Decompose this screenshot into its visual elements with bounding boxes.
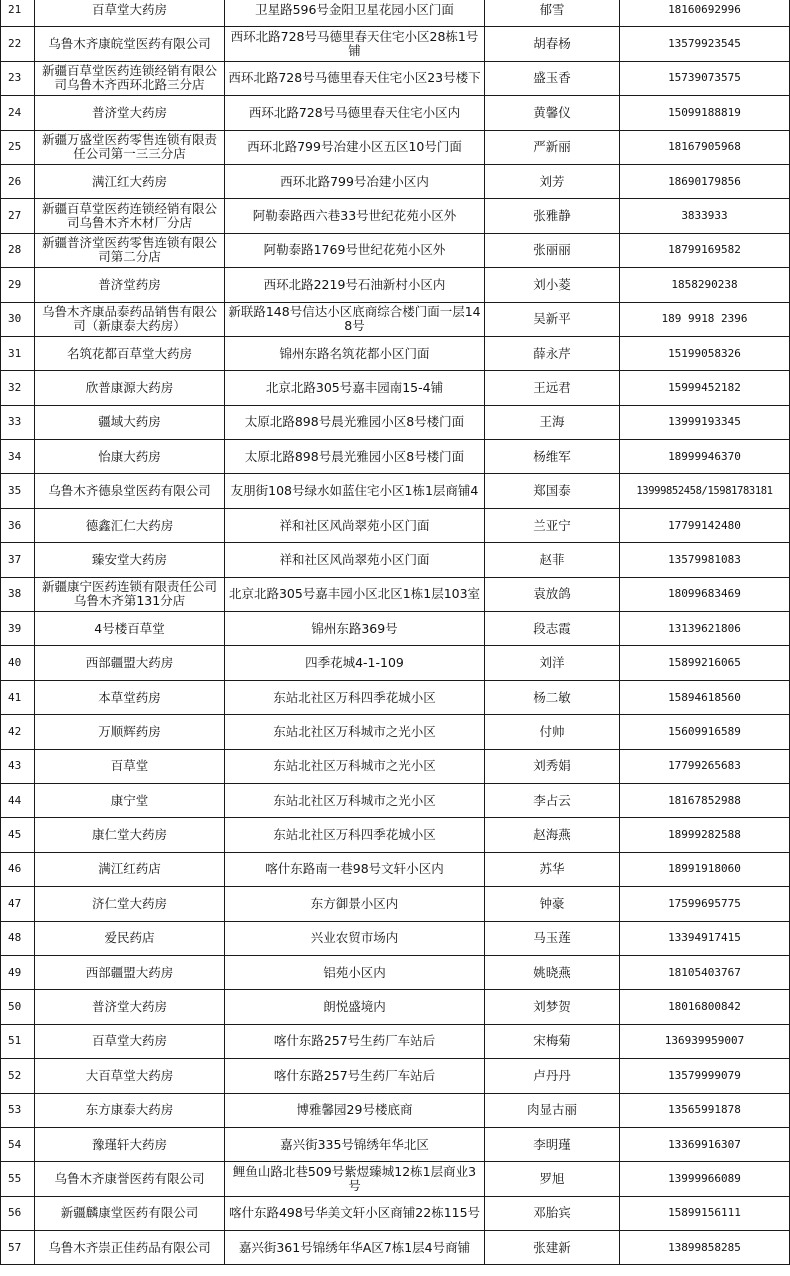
pharmacy-name: 新疆麟康堂医药有限公司 [35,1196,225,1230]
pharmacy-name: 乌鲁木齐崇正佳药品有限公司 [35,1231,225,1265]
pharmacy-address: 北京北路305号嘉丰园南15-4铺 [225,371,485,405]
pharmacy-address: 锦州东路名筑花都小区门面 [225,336,485,370]
row-number: 25 [1,130,35,164]
pharmacy-name: 百草堂大药房 [35,1024,225,1058]
row-number: 37 [1,543,35,577]
row-number: 57 [1,1231,35,1265]
contact-phone: 15609916589 [620,715,790,749]
pharmacy-address: 祥和社区风尚翠苑小区门面 [225,508,485,542]
pharmacy-address: 卫星路596号金阳卫星花园小区门面 [225,0,485,27]
row-number: 33 [1,405,35,439]
contact-person: 黄馨仪 [485,96,620,130]
table-row [1,1059,790,1093]
contact-phone: 3833933 [620,199,790,233]
pharmacy-address: 祥和社区风尚翠苑小区门面 [225,543,485,577]
contact-person: 张丽丽 [485,233,620,267]
contact-person: 郁雪 [485,0,620,27]
pharmacy-address: 喀什东路498号华美文轩小区商铺22栋115号 [225,1196,485,1230]
contact-phone: 15739073575 [620,61,790,95]
pharmacy-address: 嘉兴街335号锦绣年华北区 [225,1127,485,1161]
table-row [1,0,790,27]
contact-person: 严新丽 [485,130,620,164]
pharmacy-address: 西环北路799号冶建小区内 [225,164,485,198]
contact-phone: 136939959007 [620,1024,790,1058]
table-row [1,268,790,302]
row-number: 39 [1,612,35,646]
table-row [1,783,790,817]
pharmacy-name: 满江红大药房 [35,164,225,198]
contact-phone: 13579923545 [620,27,790,61]
contact-person: 邓胎宾 [485,1196,620,1230]
pharmacy-name: 新疆百草堂医药连锁经销有限公司乌鲁木齐木材厂分店 [35,199,225,233]
contact-phone: 13394917415 [620,921,790,955]
pharmacy-address: 东方御景小区内 [225,887,485,921]
contact-phone: 18105403767 [620,955,790,989]
pharmacy-address: 锦州东路369号 [225,612,485,646]
contact-person: 兰亚宁 [485,508,620,542]
pharmacy-name: 东方康泰大药房 [35,1093,225,1127]
pharmacy-name: 新疆普济堂医药零售连锁有限公司第二分店 [35,233,225,267]
table-row [1,405,790,439]
pharmacy-name: 新疆万盛堂医药零售连锁有限责任公司第一三三分店 [35,130,225,164]
row-number: 28 [1,233,35,267]
contact-phone: 13999966089 [620,1162,790,1196]
pharmacy-address: 东站北社区万科城市之光小区 [225,783,485,817]
row-number: 42 [1,715,35,749]
table-row [1,233,790,267]
row-number: 34 [1,440,35,474]
table-row [1,508,790,542]
table-row [1,371,790,405]
row-number: 23 [1,61,35,95]
pharmacy-name: 4号楼百草堂 [35,612,225,646]
row-number: 47 [1,887,35,921]
pharmacy-address: 阿勒泰路西六巷33号世纪花苑小区外 [225,199,485,233]
contact-phone: 18999282588 [620,818,790,852]
row-number: 32 [1,371,35,405]
pharmacy-address: 鲤鱼山路北巷509号紫煜臻城12栋1层商业3号 [225,1162,485,1196]
table-row [1,440,790,474]
pharmacy-address: 四季花城4-1-109 [225,646,485,680]
contact-person: 薛永芹 [485,336,620,370]
contact-person: 李明瑾 [485,1127,620,1161]
contact-person: 姚晓燕 [485,955,620,989]
pharmacy-name: 乌鲁木齐康品泰药品销售有限公司（新康泰大药房） [35,302,225,336]
row-number: 38 [1,577,35,611]
pharmacy-name: 百草堂大药房 [35,0,225,27]
contact-person: 钟豪 [485,887,620,921]
contact-phone: 18167905968 [620,130,790,164]
table-row [1,955,790,989]
pharmacy-name: 爱民药店 [35,921,225,955]
contact-phone: 18016800842 [620,990,790,1024]
contact-person: 付帅 [485,715,620,749]
table-row [1,199,790,233]
pharmacy-name: 满江红药店 [35,852,225,886]
pharmacy-address: 太原北路898号晨光雅园小区8号楼门面 [225,440,485,474]
table-row [1,543,790,577]
contact-person: 刘秀娟 [485,749,620,783]
row-number: 21 [1,0,35,27]
pharmacy-address: 西环北路728号马德里春天住宅小区28栋1号铺 [225,27,485,61]
row-number: 27 [1,199,35,233]
pharmacy-address: 友朋街108号绿水如蓝住宅小区1栋1层商铺4 [225,474,485,508]
pharmacy-name: 乌鲁木齐德泉堂医药有限公司 [35,474,225,508]
contact-phone: 18167852988 [620,783,790,817]
table-row [1,921,790,955]
pharmacy-address: 西环北路728号马德里春天住宅小区内 [225,96,485,130]
row-number: 55 [1,1162,35,1196]
pharmacy-name: 康仁堂大药房 [35,818,225,852]
contact-person: 刘洋 [485,646,620,680]
pharmacy-address: 太原北路898号晨光雅园小区8号楼门面 [225,405,485,439]
contact-person: 张建新 [485,1231,620,1265]
pharmacy-name: 新疆百草堂医药连锁经销有限公司乌鲁木齐西环北路三分店 [35,61,225,95]
contact-phone: 13579999079 [620,1059,790,1093]
row-number: 30 [1,302,35,336]
pharmacy-address: 朗悦盛境内 [225,990,485,1024]
pharmacy-name: 德鑫汇仁大药房 [35,508,225,542]
pharmacy-address: 喀什东路257号生药厂车站后 [225,1059,485,1093]
table-row [1,1127,790,1161]
pharmacy-address: 东站北社区万科四季花城小区 [225,818,485,852]
pharmacy-name: 豫瑾轩大药房 [35,1127,225,1161]
table-row [1,577,790,611]
row-number: 54 [1,1127,35,1161]
table-row [1,1093,790,1127]
contact-phone: 1858290238 [620,268,790,302]
contact-phone: 15099188819 [620,96,790,130]
contact-phone: 17599695775 [620,887,790,921]
pharmacy-address: 西环北路728号马德里春天住宅小区23号楼下 [225,61,485,95]
contact-person: 赵菲 [485,543,620,577]
pharmacy-address: 东站北社区万科城市之光小区 [225,715,485,749]
contact-phone: 13579981083 [620,543,790,577]
contact-person: 苏华 [485,852,620,886]
contact-phone: 15999452182 [620,371,790,405]
contact-phone: 15899216065 [620,646,790,680]
table-row [1,646,790,680]
pharmacy-address: 铝苑小区内 [225,955,485,989]
table-row [1,818,790,852]
table-row [1,680,790,714]
pharmacy-address: 嘉兴街361号锦绣年华A区7栋1层4号商铺 [225,1231,485,1265]
table-row [1,61,790,95]
pharmacy-name: 乌鲁木齐康誉医药有限公司 [35,1162,225,1196]
pharmacy-name: 本草堂药房 [35,680,225,714]
pharmacy-address: 兴业农贸市场内 [225,921,485,955]
row-number: 51 [1,1024,35,1058]
contact-person: 肉显古丽 [485,1093,620,1127]
row-number: 48 [1,921,35,955]
pharmacy-address: 东站北社区万科城市之光小区 [225,749,485,783]
pharmacy-name: 疆域大药房 [35,405,225,439]
contact-phone: 18999946370 [620,440,790,474]
row-number: 35 [1,474,35,508]
contact-person: 杨二敏 [485,680,620,714]
contact-person: 袁放鸽 [485,577,620,611]
row-number: 50 [1,990,35,1024]
table-row [1,164,790,198]
contact-phone: 13369916307 [620,1127,790,1161]
table-row [1,1162,790,1196]
table-row [1,336,790,370]
table-body [1,0,790,1265]
contact-phone: 18799169582 [620,233,790,267]
pharmacy-address: 博雅馨园29号楼底商 [225,1093,485,1127]
table-row [1,96,790,130]
contact-person: 宋梅菊 [485,1024,620,1058]
contact-phone: 18690179856 [620,164,790,198]
contact-phone: 17799142480 [620,508,790,542]
contact-person: 盛玉香 [485,61,620,95]
pharmacy-name: 普济堂药房 [35,268,225,302]
contact-person: 王远君 [485,371,620,405]
row-number: 53 [1,1093,35,1127]
pharmacy-address: 阿勒泰路1769号世纪花苑小区外 [225,233,485,267]
row-number: 44 [1,783,35,817]
contact-person: 卢丹丹 [485,1059,620,1093]
contact-person: 李占云 [485,783,620,817]
row-number: 36 [1,508,35,542]
contact-person: 张雅静 [485,199,620,233]
row-number: 31 [1,336,35,370]
contact-person: 吴新平 [485,302,620,336]
pharmacy-name: 万顺辉药房 [35,715,225,749]
pharmacy-name: 普济堂大药房 [35,990,225,1024]
contact-phone: 15899156111 [620,1196,790,1230]
pharmacy-name: 臻安堂大药房 [35,543,225,577]
pharmacy-name: 济仁堂大药房 [35,887,225,921]
contact-phone: 13999852458/15981783181 [620,474,790,508]
pharmacy-name: 乌鲁木齐康皖堂医药有限公司 [35,27,225,61]
contact-person: 马玉莲 [485,921,620,955]
table-row [1,474,790,508]
pharmacy-address: 新联路148号信达小区底商综合楼门面一层148号 [225,302,485,336]
table-row [1,27,790,61]
table-row [1,887,790,921]
contact-person: 刘芳 [485,164,620,198]
row-number: 45 [1,818,35,852]
contact-person: 罗旭 [485,1162,620,1196]
contact-person: 赵海燕 [485,818,620,852]
contact-phone: 13139621806 [620,612,790,646]
row-number: 24 [1,96,35,130]
row-number: 26 [1,164,35,198]
table-row [1,715,790,749]
pharmacy-name: 大百草堂大药房 [35,1059,225,1093]
contact-phone: 13899858285 [620,1231,790,1265]
table-row [1,1024,790,1058]
table-row [1,302,790,336]
table-row [1,852,790,886]
pharmacy-name: 百草堂 [35,749,225,783]
row-number: 52 [1,1059,35,1093]
contact-person: 段志霞 [485,612,620,646]
table-row [1,612,790,646]
pharmacy-name: 名筑花都百草堂大药房 [35,336,225,370]
contact-person: 胡春杨 [485,27,620,61]
row-number: 49 [1,955,35,989]
row-number: 56 [1,1196,35,1230]
row-number: 22 [1,27,35,61]
contact-person: 王海 [485,405,620,439]
contact-phone: 18160692996 [620,0,790,27]
row-number: 46 [1,852,35,886]
pharmacy-name: 康宁堂 [35,783,225,817]
pharmacy-address: 喀什东路南一巷98号文轩小区内 [225,852,485,886]
row-number: 29 [1,268,35,302]
pharmacy-address: 东站北社区万科四季花城小区 [225,680,485,714]
pharmacy-address: 西环北路799号冶建小区五区10号门面 [225,130,485,164]
row-number: 41 [1,680,35,714]
table-row [1,130,790,164]
table-row [1,990,790,1024]
contact-phone: 18991918060 [620,852,790,886]
pharmacy-name: 欣普康源大药房 [35,371,225,405]
table-row [1,1231,790,1265]
contact-person: 杨维军 [485,440,620,474]
pharmacy-address: 北京北路305号嘉丰园小区北区1栋1层103室 [225,577,485,611]
pharmacy-name: 新疆康宁医药连锁有限责任公司乌鲁木齐第131分店 [35,577,225,611]
contact-phone: 18099683469 [620,577,790,611]
contact-person: 刘小菱 [485,268,620,302]
table-row [1,749,790,783]
row-number: 43 [1,749,35,783]
pharmacy-address: 西环北路2219号石油新村小区内 [225,268,485,302]
pharmacy-name: 怡康大药房 [35,440,225,474]
table-row [1,1196,790,1230]
row-number: 40 [1,646,35,680]
contact-phone: 189 9918 2396 [620,302,790,336]
contact-phone: 17799265683 [620,749,790,783]
contact-phone: 13999193345 [620,405,790,439]
contact-phone: 15199058326 [620,336,790,370]
contact-person: 刘梦贺 [485,990,620,1024]
pharmacy-name: 西部疆盟大药房 [35,955,225,989]
contact-phone: 15894618560 [620,680,790,714]
contact-person: 郑国泰 [485,474,620,508]
pharmacy-address: 喀什东路257号生药厂车站后 [225,1024,485,1058]
contact-phone: 13565991878 [620,1093,790,1127]
pharmacy-name: 普济堂大药房 [35,96,225,130]
pharmacy-name: 西部疆盟大药房 [35,646,225,680]
